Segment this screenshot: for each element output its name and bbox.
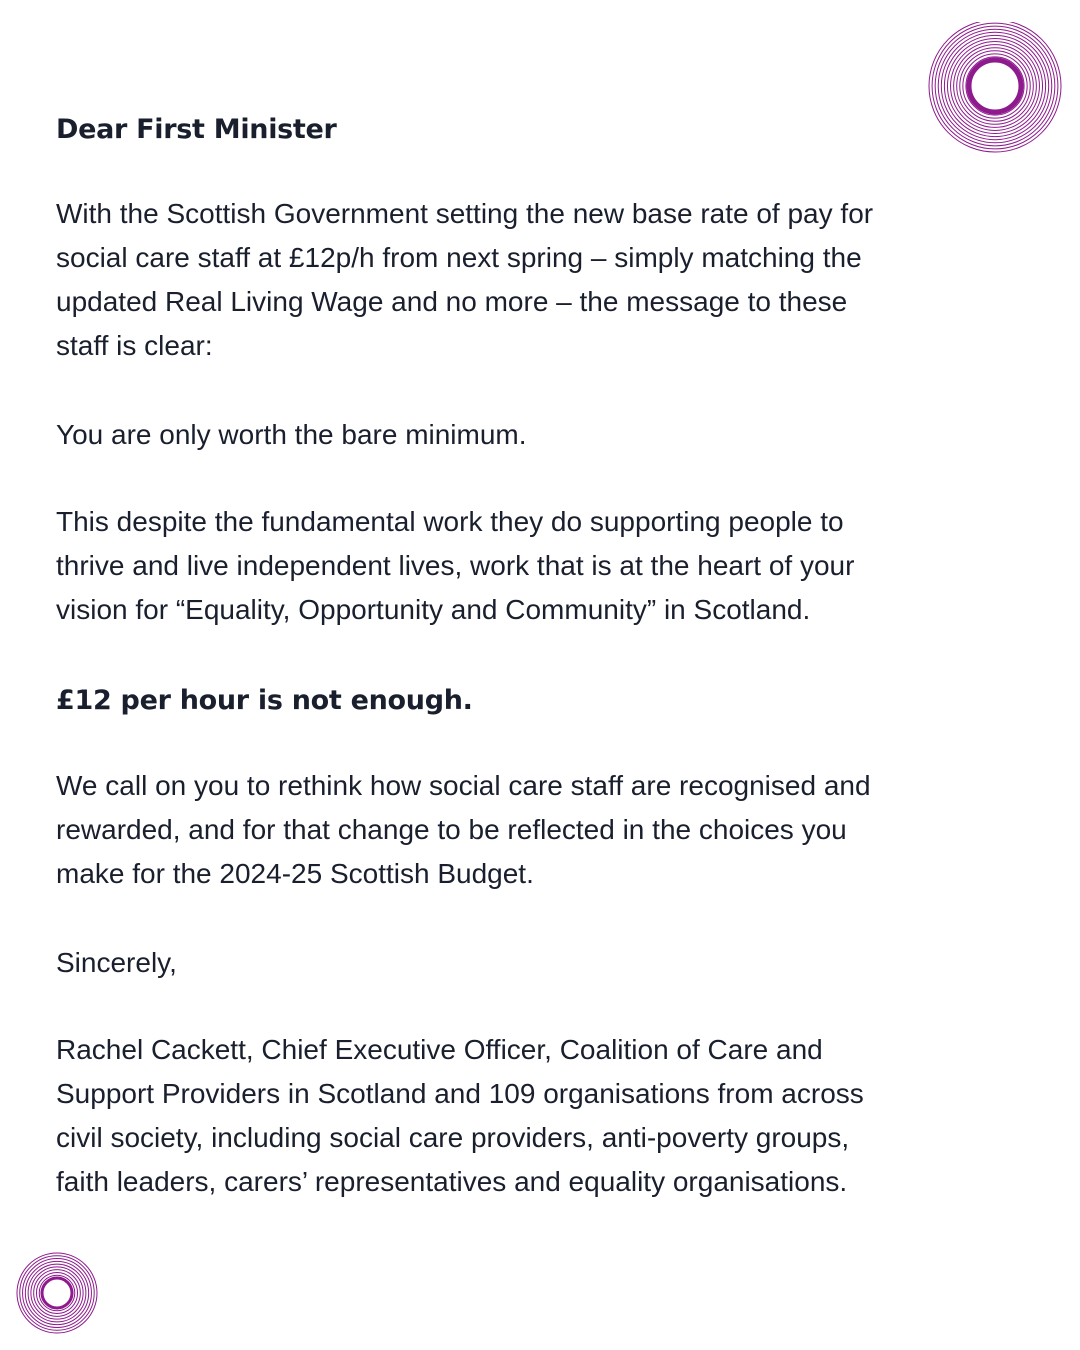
paragraph-line: With the Scottish Government setting the new base rate of pay for	[56, 198, 874, 229]
paragraph-line: thrive and live independent lives, work that is at the heart of your	[56, 550, 855, 581]
ring	[951, 42, 1040, 131]
ring	[25, 1261, 88, 1324]
ring	[966, 57, 1024, 115]
ring	[39, 1275, 75, 1311]
ring	[963, 54, 1027, 118]
paragraph-line: Support Providers in Scotland and 109 organisations from across	[56, 1078, 864, 1109]
concentric-rings-icon-bottom-left	[14, 1252, 100, 1338]
paragraph-line: social care staff at £12p/h from next spring – simply matching the	[56, 242, 862, 273]
ring	[941, 32, 1048, 139]
ring	[947, 38, 1042, 133]
concentric-rings-icon-top-right	[926, 22, 1064, 160]
paragraph-intro	[56, 192, 1016, 368]
ring	[938, 29, 1052, 143]
ring	[42, 1278, 72, 1308]
paragraph-line: Rachel Cackett, Chief Executive Officer, Coalition of Care and	[56, 1034, 823, 1065]
ring	[935, 26, 1055, 146]
signature-block	[56, 1028, 1016, 1204]
paragraph-line: rewarded, and for that change to be reflected in the choices you	[56, 814, 847, 845]
ring	[23, 1259, 92, 1328]
closing	[56, 941, 1016, 985]
paragraph-line: We call on you to rethink how social care staff are recognised and	[56, 770, 871, 801]
paragraph-line: make for the 2024-25 Scottish Budget.	[56, 858, 534, 889]
paragraph-call-to-action	[56, 764, 1016, 896]
ring	[17, 1253, 97, 1333]
emphasis-statement: £12 per hour is not enough.	[56, 685, 473, 716]
paragraph-line: civil society, including social care providers, anti-poverty groups,	[56, 1122, 850, 1153]
paragraph-line: You are only worth the bare minimum.	[56, 419, 527, 450]
ring	[969, 60, 1021, 112]
paragraph-line: faith leaders, carers’ representatives and equality organisations.	[56, 1166, 848, 1197]
paragraph-line: updated Real Living Wage and no more – the message to these	[56, 286, 848, 317]
paragraph-message	[56, 413, 1016, 457]
paragraph-line: Sincerely,	[56, 947, 177, 978]
paragraph-line: staff is clear:	[56, 330, 213, 361]
paragraph-context	[56, 500, 1016, 632]
paragraph-line: This despite the fundamental work they do supporting people to	[56, 506, 844, 537]
paragraph-line: vision for “Equality, Opportunity and Community” in Scotland.	[56, 594, 811, 625]
salutation: Dear First Minister	[56, 114, 337, 145]
